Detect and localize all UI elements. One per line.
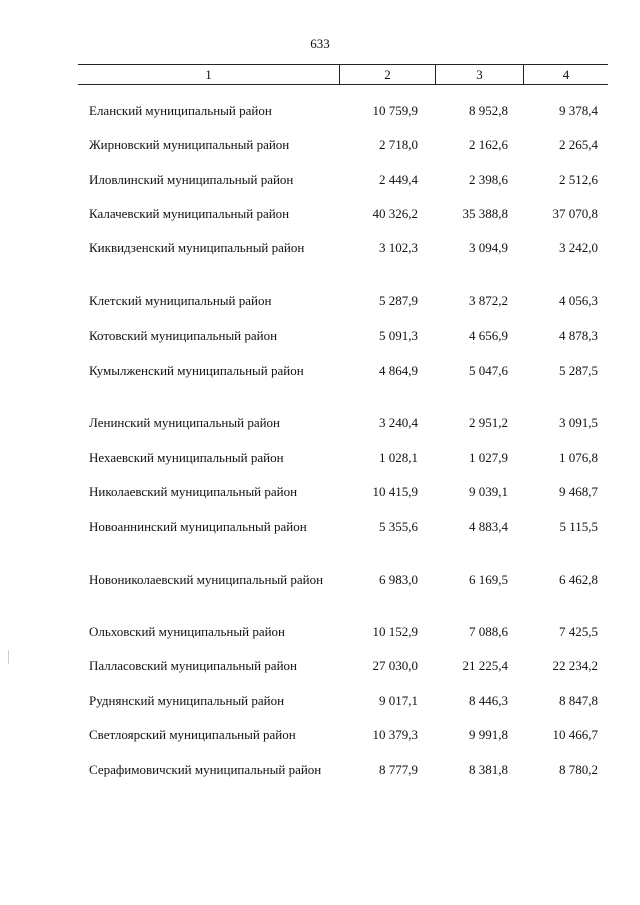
row-value-col-2: 3 240,4 <box>379 415 418 430</box>
row-value-col-4: 2 265,4 <box>559 137 598 152</box>
row-value-col-3: 2 162,6 <box>469 137 508 152</box>
row-value-col-3: 7 088,6 <box>469 624 508 639</box>
row-value-col-3: 2 951,2 <box>469 415 508 430</box>
row-value-col-2: 4 864,9 <box>379 363 418 378</box>
row-name: Палласовский муниципальный район <box>89 658 297 673</box>
row-value-col-2: 5 091,3 <box>379 328 418 343</box>
row-value-col-3: 4 656,9 <box>469 328 508 343</box>
row-value-col-2: 10 152,9 <box>372 624 418 639</box>
row-value-col-3: 9 991,8 <box>469 727 508 742</box>
row-value-col-3: 4 883,4 <box>469 519 508 534</box>
row-value-col-2: 6 983,0 <box>379 572 418 587</box>
row-value-col-4: 5 287,5 <box>559 363 598 378</box>
row-name: Серафимовичский муниципальный район <box>89 762 322 777</box>
row-value-col-2: 10 379,3 <box>372 727 418 742</box>
row-value-col-3: 35 388,8 <box>462 206 508 221</box>
scan-margin-mark <box>8 650 9 664</box>
row-value-col-4: 3 242,0 <box>559 240 598 255</box>
row-value-col-2: 27 030,0 <box>372 658 418 673</box>
row-name: Руднянский муниципальный район <box>89 693 285 708</box>
row-name: Светлоярский муниципальный район <box>89 727 296 742</box>
row-value-col-3: 9 039,1 <box>469 484 508 499</box>
row-name: Ленинский муниципальный район <box>89 415 281 430</box>
row-value-col-3: 5 047,6 <box>469 363 508 378</box>
row-value-col-2: 2 718,0 <box>379 137 418 152</box>
row-name: Кумылженский муниципальный район <box>89 363 304 378</box>
row-value-col-4: 1 076,8 <box>559 450 598 465</box>
row-name: Новониколаевский муниципальный район <box>89 572 324 587</box>
row-value-col-4: 6 462,8 <box>559 572 598 587</box>
row-name: Клетский муниципальный район <box>89 293 272 308</box>
row-value-col-4: 5 115,5 <box>559 519 598 534</box>
header-col-2: 2 <box>340 65 436 84</box>
row-value-col-4: 22 234,2 <box>552 658 598 673</box>
row-value-col-2: 8 777,9 <box>379 762 418 777</box>
row-value-col-4: 4 878,3 <box>559 328 598 343</box>
row-value-col-4: 8 847,8 <box>559 693 598 708</box>
row-name: Котовский муниципальный район <box>89 328 278 343</box>
row-name: Нехаевский муниципальный район <box>89 450 284 465</box>
header-col-4: 4 <box>562 66 570 82</box>
page-number: 633 <box>310 36 330 51</box>
row-value-col-2: 1 028,1 <box>379 450 418 465</box>
row-name: Николаевский муниципальный район <box>89 484 298 499</box>
row-value-col-4: 3 091,5 <box>559 415 598 430</box>
row-value-col-2: 40 326,2 <box>372 206 418 221</box>
row-value-col-2: 5 287,9 <box>379 293 418 308</box>
row-value-col-2: 2 449,4 <box>379 172 418 187</box>
row-value-col-3: 8 952,8 <box>469 103 508 118</box>
row-value-col-3: 2 398,6 <box>469 172 508 187</box>
row-value-col-4: 2 512,6 <box>559 172 598 187</box>
row-value-col-3: 3 094,9 <box>469 240 508 255</box>
row-name: Иловлинский муниципальный район <box>89 172 294 187</box>
row-value-col-3: 21 225,4 <box>462 658 508 673</box>
row-value-col-2: 3 102,3 <box>379 240 418 255</box>
row-value-col-4: 9 468,7 <box>559 484 598 499</box>
row-name: Новоаннинский муниципальный район <box>89 519 307 534</box>
row-value-col-4: 7 425,5 <box>559 624 598 639</box>
row-value-col-2: 9 017,1 <box>379 693 418 708</box>
row-value-col-3: 1 027,9 <box>469 450 508 465</box>
row-value-col-3: 3 872,2 <box>469 293 508 308</box>
row-value-col-4: 10 466,7 <box>552 727 598 742</box>
row-name: Еланский муниципальный район <box>89 103 272 118</box>
row-name: Калачевский муниципальный район <box>89 206 290 221</box>
row-value-col-3: 6 169,5 <box>469 572 508 587</box>
row-name: Жирновский муниципальный район <box>89 137 290 152</box>
row-value-col-4: 4 056,3 <box>559 293 598 308</box>
header-col-1: 1 <box>78 65 340 84</box>
row-value-col-4: 9 378,4 <box>559 103 598 118</box>
row-name: Киквидзенский муниципальный район <box>89 240 305 255</box>
row-value-col-3: 8 381,8 <box>469 762 508 777</box>
row-value-col-2: 5 355,6 <box>379 519 418 534</box>
row-value-col-2: 10 759,9 <box>372 103 418 118</box>
row-value-col-4: 8 780,2 <box>559 762 598 777</box>
row-value-col-2: 10 415,9 <box>372 484 418 499</box>
row-value-col-4: 37 070,8 <box>552 206 598 221</box>
row-name: Ольховский муниципальный район <box>89 624 286 639</box>
header-col-3: 3 <box>436 65 524 84</box>
row-value-col-3: 8 446,3 <box>469 693 508 708</box>
